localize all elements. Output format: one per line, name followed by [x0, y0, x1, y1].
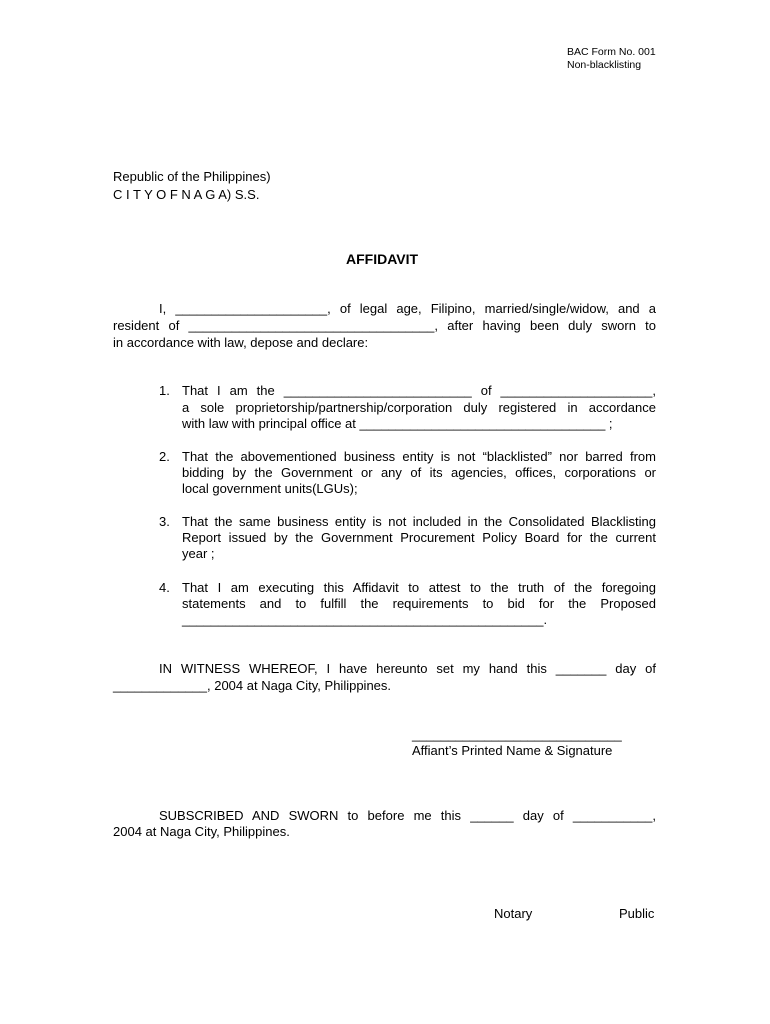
witness-line-2: _____________, 2004 at Naga City, Philippines. — [113, 678, 392, 693]
notary-word: Notary — [494, 906, 533, 921]
item-line: That I am executing this Affidavit to attest to the truth of the foregoing — [182, 580, 656, 595]
item-line: That the abovementioned business entity is not “blacklisted” nor barred from — [182, 449, 656, 464]
item-line: a sole proprietorship/partnership/corporation duly registered in accordance — [182, 400, 656, 415]
intro-line-3: in accordance with law, depose and declare: — [113, 335, 369, 350]
item-line: statements and to fulfill the requirements to bid for the Proposed — [182, 596, 656, 611]
sworn-line-1: SUBSCRIBED AND SWORN to before me this ______ day of ___________, — [159, 808, 656, 823]
form-type: Non-blacklisting — [567, 59, 642, 71]
public-word: Public — [619, 906, 655, 921]
form-number: BAC Form No. 001 — [567, 46, 656, 58]
sworn-line-2: 2004 at Naga City, Philippines. — [113, 824, 290, 839]
intro-line-1: I, _____________________, of legal age, Filipino, married/single/widow, and a — [159, 301, 656, 316]
item-line: year ; — [182, 546, 215, 561]
item-line: bidding by the Government or any of its agencies, offices, corporations or — [182, 465, 656, 480]
intro-line-2: resident of __________________________________, after having been duly sworn to — [113, 318, 656, 333]
item-number: 3. — [159, 514, 170, 529]
signature-label: Affiant’s Printed Name & Signature — [412, 743, 613, 758]
item-line: That the same business entity is not included in the Consolidated Blacklisting — [182, 514, 656, 529]
item-line: local government units(LGUs); — [182, 481, 358, 496]
witness-line-1: IN WITNESS WHEREOF, I have hereunto set my hand this _______ day of — [159, 661, 656, 676]
venue-line-2: C I T Y O F N A G A) S.S. — [113, 187, 260, 202]
document-title: AFFIDAVIT — [346, 251, 419, 267]
item-line: That I am the __________________________ of _____________________, — [182, 383, 656, 398]
item-number: 2. — [159, 449, 170, 464]
item-line: Report issued by the Government Procurement Policy Board for the current — [182, 530, 656, 545]
item-line: with law with principal office at __________________________________ ; — [182, 416, 613, 431]
item-number: 1. — [159, 383, 170, 398]
item-number: 4. — [159, 580, 170, 595]
venue-line-1: Republic of the Philippines) — [113, 169, 271, 184]
signature-line: _____________________________ — [412, 727, 622, 742]
item-line: __________________________________________________. — [182, 612, 548, 627]
